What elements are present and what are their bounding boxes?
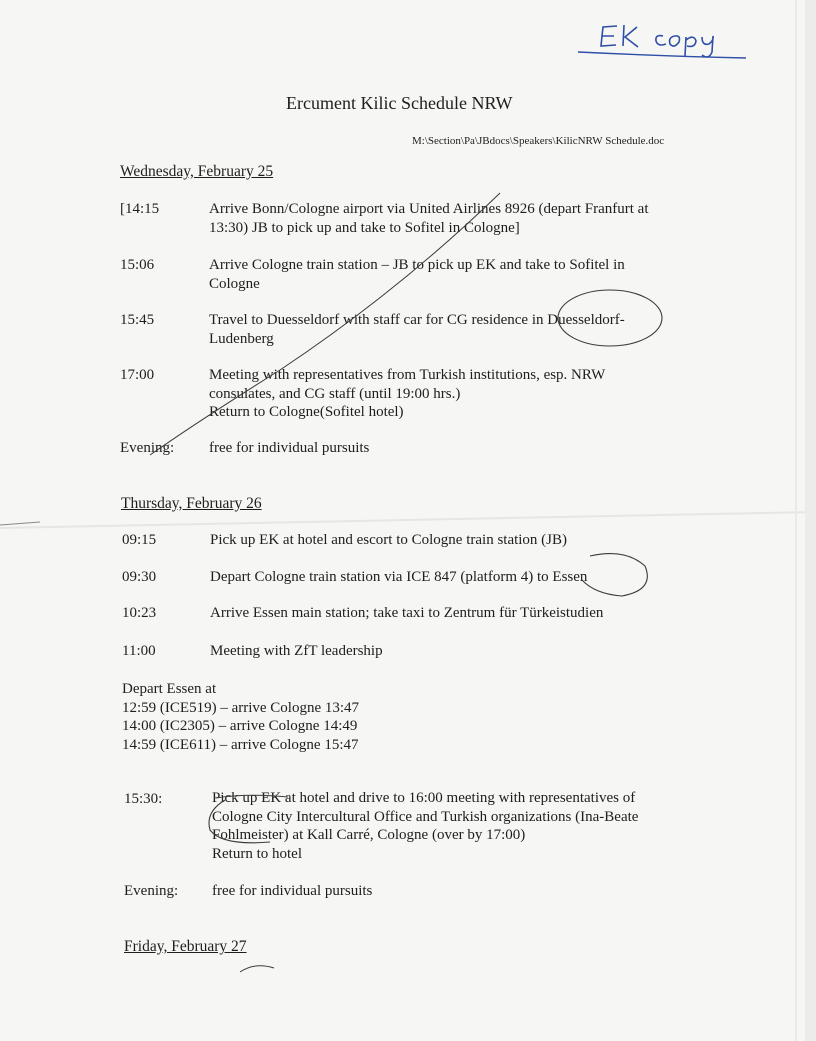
entry-line: Arrive Cologne train station – JB to pick up EK and take to Sofitel in xyxy=(209,257,625,273)
entry-line: consulates, and CG staff (until 19:00 hrs.) xyxy=(209,385,461,402)
entry-line: Ludenberg xyxy=(209,330,274,347)
departures-block xyxy=(122,680,522,754)
entry-line: Arrive Essen main station; take taxi to Zentrum für Türkeistudien xyxy=(210,605,604,621)
entry-time: 09:30 xyxy=(122,569,157,585)
entry-line: Fohlmeister) at Kall Carré, Cologne (over by 17:00) xyxy=(212,827,526,843)
entry-time: Evening: xyxy=(120,440,175,456)
day-heading-wednesday: Wednesday, February 25 xyxy=(120,163,274,180)
entry-time: 17:00 xyxy=(120,367,155,383)
entry-description xyxy=(209,200,709,237)
entry-description xyxy=(210,604,730,623)
entry-line: Meeting with ZfT leadership xyxy=(210,643,383,659)
entry-line: Depart Cologne train station via ICE 847 (platform 4) to Essen xyxy=(210,569,588,585)
entry-time: [14:15 xyxy=(120,201,160,217)
entry-line: Pick up EK at hotel and drive to 16:00 meeting with representatives of xyxy=(212,790,636,806)
entry-line: Return to Cologne(Sofitel hotel) xyxy=(209,404,404,420)
departure-item: 12:59 (ICE519) – arrive Cologne 13:47 xyxy=(122,699,360,716)
day-heading-thursday: Thursday, February 26 xyxy=(121,495,262,512)
entry-time: 15:45 xyxy=(120,312,155,328)
entry-time: Evening: xyxy=(124,883,179,899)
entry-line: Travel to Duesseldorf with staff car for CG residence in Duesseldorf- xyxy=(209,312,625,328)
entry-line: free for individual pursuits xyxy=(212,883,373,899)
day-heading-friday: Friday, February 27 xyxy=(124,938,247,955)
entry-description xyxy=(210,642,710,661)
entry-time: 15:30: xyxy=(124,791,163,807)
entry-line: Cologne City Intercultural Office and Turkish organizations (Ina-Beate xyxy=(212,808,639,825)
entry-description xyxy=(209,366,709,422)
entry-line: Arrive Bonn/Cologne airport via United Airlines 8926 (depart Franfurt at xyxy=(209,201,649,217)
entry-description xyxy=(209,256,709,293)
departure-item: 14:00 (IC2305) – arrive Cologne 14:49 xyxy=(122,718,358,734)
file-path: M:\Section\Pa\JBdocs\Speakers\KilicNRW Schedule.doc xyxy=(412,135,665,147)
entry-time: 11:00 xyxy=(122,643,156,659)
entry-description xyxy=(212,789,712,863)
entry-time: 10:23 xyxy=(122,605,157,621)
entry-line: Pick up EK at hotel and escort to Cologne train station (JB) xyxy=(210,532,568,548)
entry-line: Meeting with representatives from Turkish institutions, esp. NRW xyxy=(209,367,606,383)
departure-item: 14:59 (ICE611) – arrive Cologne 15:47 xyxy=(122,736,359,753)
entry-line: 13:30) JB to pick up and take to Sofitel in Cologne] xyxy=(209,219,520,236)
entry-description xyxy=(209,439,709,458)
entry-line: Return to hotel xyxy=(212,845,302,862)
entry-time: 15:06 xyxy=(120,257,155,273)
entry-description xyxy=(209,311,709,348)
entry-description xyxy=(210,531,710,550)
entry-description xyxy=(212,882,712,901)
entry-line: Cologne xyxy=(209,275,260,292)
entry-description xyxy=(210,568,710,587)
entry-line: free for individual pursuits xyxy=(209,440,370,456)
departures-heading: Depart Essen at xyxy=(122,681,217,697)
entry-time: 09:15 xyxy=(122,532,157,548)
page-title: Ercument Kilic Schedule NRW xyxy=(286,93,513,113)
